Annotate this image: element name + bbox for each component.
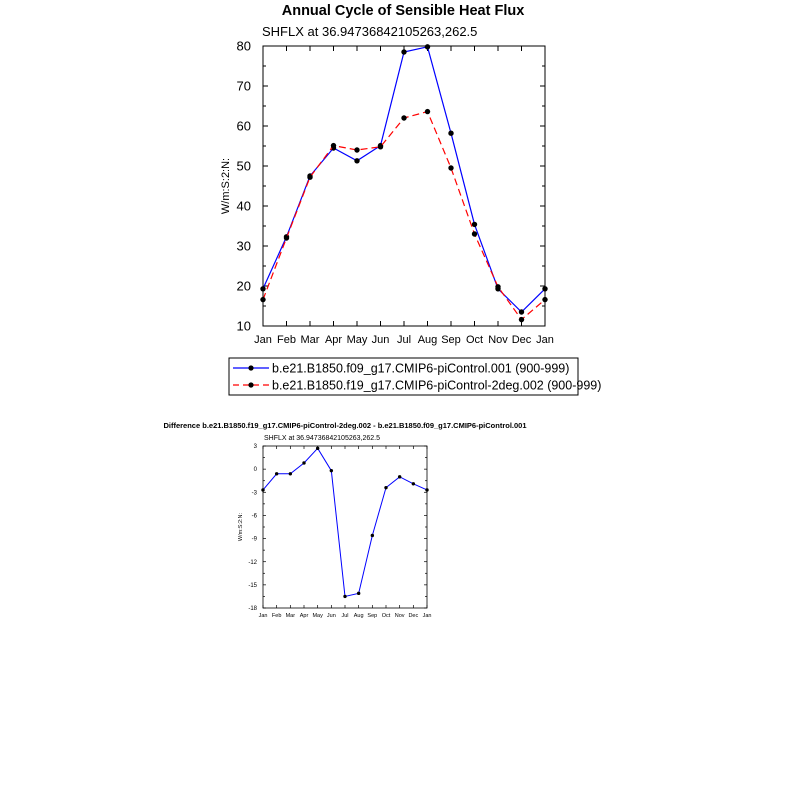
data-point-series-1 (398, 475, 401, 478)
data-point-series-1 (260, 286, 265, 291)
data-point-series-1 (330, 469, 333, 472)
data-point-series-1 (519, 309, 524, 314)
y-tick-label: 20 (236, 278, 251, 294)
data-point-series-1 (448, 131, 453, 136)
x-tick-label: Dec (408, 613, 419, 619)
main-chart-subtitle: SHFLX at 36.94736842105263,262.5 (262, 24, 478, 39)
diff-chart-subtitle: SHFLX at 36.94736842105263,262.5 (264, 435, 380, 442)
x-tick-label: Mar (285, 613, 296, 619)
y-tick-label: 40 (236, 198, 251, 214)
x-tick-label: May (312, 613, 323, 619)
main-plot-area (237, 39, 554, 346)
x-tick-label: Jul (396, 334, 412, 346)
data-point-series-1 (472, 222, 477, 227)
data-point-series-1 (316, 447, 319, 450)
data-point-series-2 (284, 235, 289, 240)
y-tick-label: 50 (236, 158, 251, 174)
data-point-series-1 (357, 592, 360, 595)
data-point-series-1 (542, 286, 547, 291)
data-point-series-1 (425, 44, 430, 49)
plot-frame (263, 46, 545, 326)
data-point-series-1 (354, 158, 359, 163)
data-point-series-2 (472, 231, 477, 236)
data-point-series-2 (401, 115, 406, 120)
data-point-series-1 (302, 461, 305, 464)
data-point-series-2 (331, 143, 336, 148)
x-tick-label: Nov (394, 613, 405, 619)
y-tick-label: -3 (251, 490, 257, 497)
data-point-series-1 (412, 482, 415, 485)
data-point-series-2 (448, 165, 453, 170)
y-tick-label: 80 (236, 38, 251, 54)
x-tick-label: Jun (326, 613, 336, 619)
y-tick-label: -18 (248, 606, 257, 613)
x-tick-label: Jan (258, 613, 268, 619)
diff-plot-area (248, 444, 431, 619)
x-tick-label: Jan (254, 334, 272, 346)
x-tick-label: Aug (353, 613, 364, 619)
series-line-2 (263, 112, 545, 320)
y-tick-label: 3 (253, 444, 257, 451)
data-point-series-1 (401, 49, 406, 54)
legend-item-series-1 (233, 362, 569, 376)
x-tick-label: Jan (536, 334, 554, 346)
y-tick-label: 0 (253, 467, 257, 474)
x-tick-label: May (346, 334, 368, 346)
legend-marker-series-2 (248, 382, 253, 387)
data-point-series-1 (275, 472, 278, 475)
main-chart-title: Annual Cycle of Sensible Heat Flux (281, 3, 525, 19)
x-tick-label: Mar (300, 334, 320, 346)
y-tick-label: -9 (251, 536, 257, 543)
data-point-series-2 (495, 284, 500, 289)
x-tick-label: Feb (271, 613, 282, 619)
plot-frame (263, 446, 427, 608)
data-point-series-1 (343, 595, 346, 598)
data-point-series-2 (425, 109, 430, 114)
legend (229, 358, 601, 395)
x-tick-label: Jan (422, 613, 432, 619)
x-tick-label: Apr (299, 613, 309, 619)
y-tick-label: -12 (248, 559, 257, 566)
data-point-series-1 (425, 488, 428, 491)
x-tick-label: Aug (417, 334, 438, 346)
x-tick-label: Jul (341, 613, 349, 619)
y-tick-label: 30 (236, 238, 251, 254)
x-tick-label: Jun (371, 334, 390, 346)
legend-marker-series-1 (248, 365, 253, 370)
x-tick-label: Dec (511, 334, 532, 346)
data-point-series-1 (261, 488, 264, 491)
data-point-series-2 (519, 317, 524, 322)
y-tick-label: -15 (248, 582, 257, 589)
data-point-series-2 (260, 297, 265, 302)
legend-label-series-2: b.e21.B1850.f19_g17.CMIP6-piControl-2deg.002 (900-999) (272, 378, 602, 393)
y-tick-label: -6 (251, 513, 257, 520)
data-point-series-2 (542, 297, 547, 302)
x-tick-label: Nov (488, 334, 508, 346)
x-tick-label: Oct (465, 334, 484, 346)
data-point-series-1 (289, 472, 292, 475)
series-line-1 (263, 448, 427, 596)
x-tick-label: Apr (324, 334, 343, 346)
legend-label-series-1: b.e21.B1850.f09_g17.CMIP6-piControl.001 (900-999) (272, 361, 570, 376)
diff-chart-ylabel: W/m:S:2:N: (238, 512, 244, 542)
series-line-1 (263, 47, 545, 312)
x-tick-label: Oct (381, 613, 391, 619)
data-point-series-2 (307, 175, 312, 180)
x-tick-label: Sep (367, 613, 378, 619)
y-tick-label: 10 (236, 318, 251, 334)
y-tick-label: 60 (236, 118, 251, 134)
main-chart-ylabel: W/m:S:2:N: (220, 157, 232, 215)
data-point-series-2 (354, 147, 359, 152)
data-point-series-2 (378, 144, 383, 149)
x-tick-label: Sep (441, 334, 461, 346)
y-tick-label: 70 (236, 78, 251, 94)
x-tick-label: Feb (277, 334, 296, 346)
legend-item-series-2 (233, 379, 601, 393)
diff-chart-title: Difference b.e21.B1850.f19_g17.CMIP6-piControl-2deg.002 - b.e21.B1850.f09_g17.CMIP6-piControl.001 (163, 421, 527, 430)
data-point-series-1 (371, 534, 374, 537)
data-point-series-1 (384, 486, 387, 489)
